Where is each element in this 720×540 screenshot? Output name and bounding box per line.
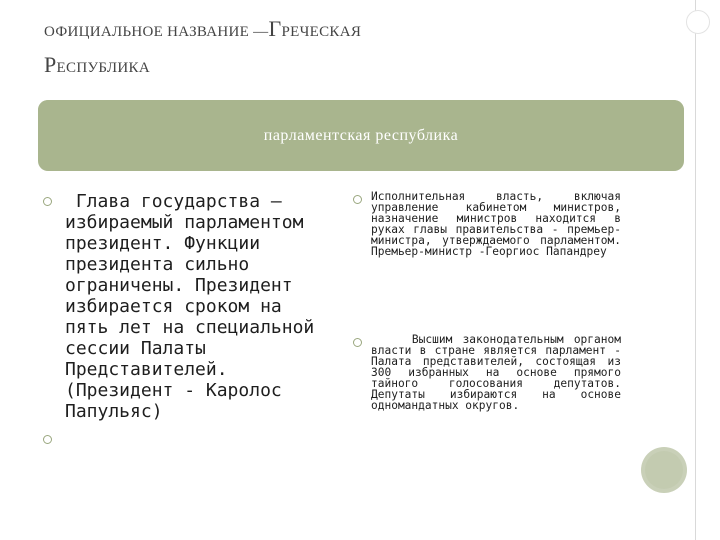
bullet-icon	[353, 195, 362, 204]
right-paragraph-2	[371, 334, 621, 411]
slide-title	[44, 10, 644, 76]
corner-decoration	[686, 10, 710, 34]
bullet-icon	[43, 197, 52, 206]
bullet-icon	[353, 338, 362, 347]
left-column	[65, 191, 327, 422]
left-paragraph-2: (Президент - Каролос Папульяс)	[65, 380, 282, 422]
right-paragraph-2-text: Высшим законодательным органом власти в стране является парламент - Палата представителей, состоящая из 300 избранных на основе прямого тайного голосования депутатов. Депутаты избираются на основе одномандатных округов.	[371, 333, 621, 412]
title-text: ЕСПУБЛИКА	[56, 60, 150, 76]
left-paragraph-1	[65, 191, 327, 380]
title-initial: Г	[268, 16, 282, 41]
header-label: парламентская республика	[263, 126, 459, 144]
title-initial: Р	[44, 52, 57, 77]
title-line-2	[44, 54, 644, 76]
title-text: ФИЦИАЛЬНОЕ НАЗВАНИЕ —	[55, 24, 269, 40]
left-paragraph-1-text: Глава государства – избираемый парламентом президент. Функции президента сильно ограничены. Президент избирается сроком на пять лет на специальной сессии Палаты Представителей.	[65, 191, 315, 380]
header-bar	[38, 100, 684, 171]
title-line-1	[44, 18, 644, 40]
slide-frame-line	[695, 0, 696, 540]
bullet-icon	[43, 435, 52, 444]
decorative-circle-inner	[645, 451, 683, 489]
right-paragraph-1: Исполнительная власть, включая управление кабинетом министров, назначение министров находится в руках главы правительства - премьер-министра, утверждаемого парламентом. Премьер-министр -Георгиос Папандреу	[371, 190, 621, 258]
title-initial: О	[44, 24, 56, 40]
title-text: РЕЧЕСКАЯ	[281, 24, 362, 40]
